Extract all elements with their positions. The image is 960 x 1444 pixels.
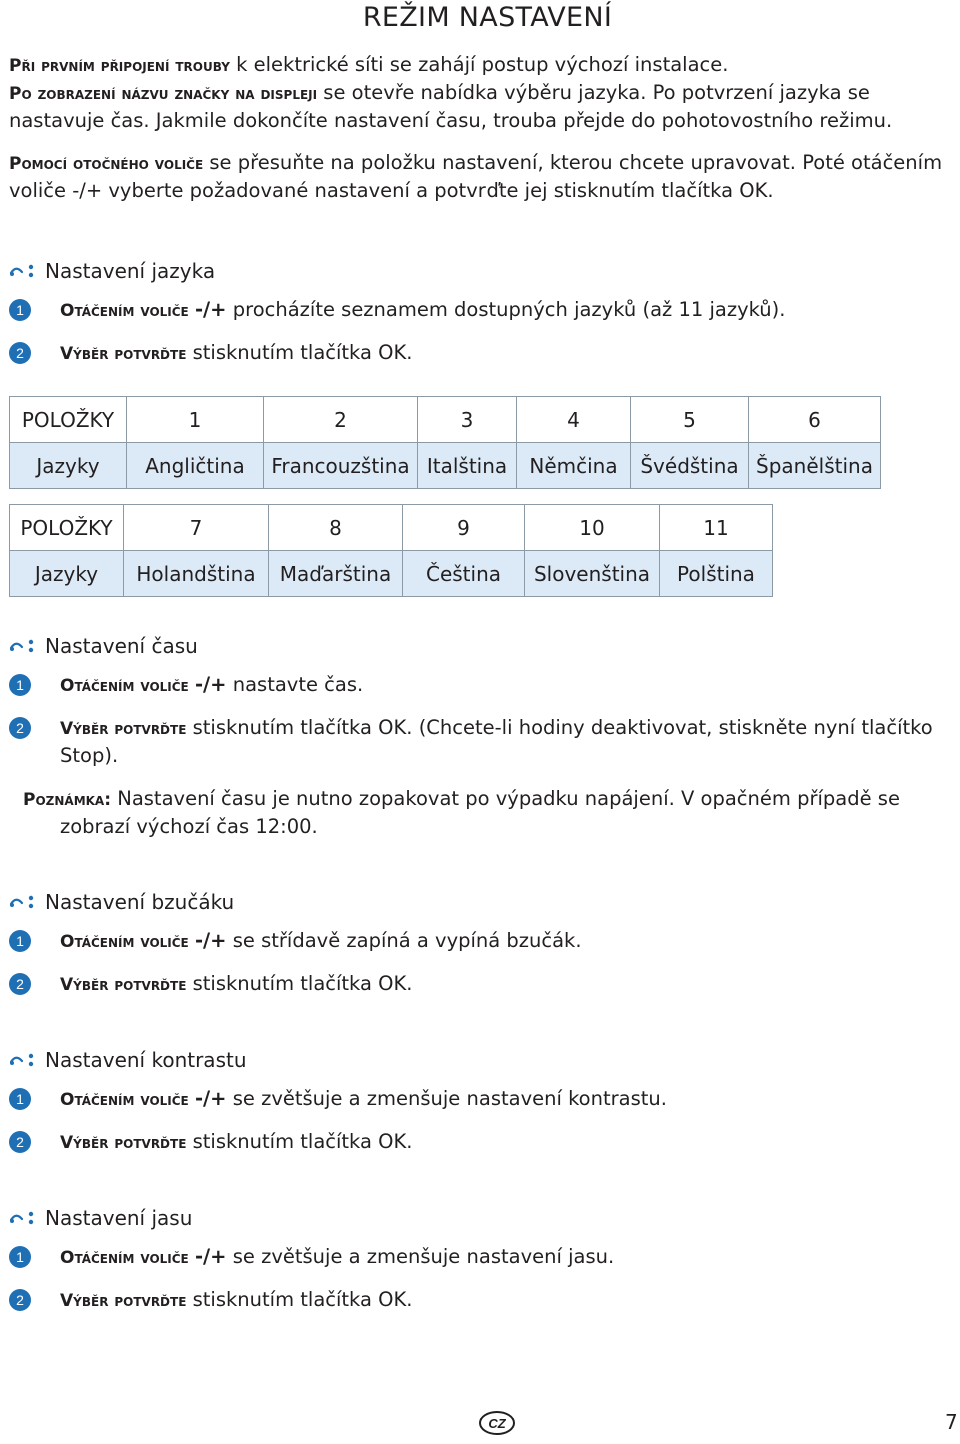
step-1-badge xyxy=(9,1088,31,1110)
section-heading-time xyxy=(9,632,198,660)
svg-text:2: 2 xyxy=(16,1292,24,1308)
table-cell: 9 xyxy=(403,505,525,551)
table-cell: 8 xyxy=(269,505,403,551)
confirm-text: stisknutím tlačítka OK. xyxy=(192,1130,413,1153)
wrench-icon xyxy=(9,638,37,654)
intro-line-3: nastavuje čas. Jakmile dokončíte nastavení času, trouba přejde do pohotovostního režimu. xyxy=(9,109,893,132)
svg-text:2: 2 xyxy=(16,976,24,992)
turn-caps: Otáčením voliče xyxy=(60,1248,189,1268)
page-title: REŽIM NASTAVENÍ xyxy=(362,2,613,33)
language-table-2 xyxy=(9,504,773,597)
wrench-icon xyxy=(9,1052,37,1068)
table-cell: Čeština xyxy=(403,551,525,597)
intro-text-4: se přesuňte na položku nastavení, kterou chcete upravovat. Poté otáčením xyxy=(209,151,943,174)
table-cell: Francouzština xyxy=(264,443,418,489)
intro-text-1: k elektrické síti se zahájí postup výchozí instalace. xyxy=(236,53,729,76)
wrench-icon xyxy=(9,1210,37,1226)
step-1-badge xyxy=(9,674,31,696)
note-text: Nastavení času je nutno zopakovat po výpadku napájení. V opačném případě se xyxy=(117,787,900,810)
table-cell: 5 xyxy=(631,397,749,443)
section-heading-language-label: Nastavení jazyka xyxy=(45,259,216,283)
time-step-2-extra: (Chcete-li hodiny deaktivovat, stiskněte nyní tlačítko xyxy=(418,716,933,739)
section-heading-contrast-label: Nastavení kontrastu xyxy=(45,1048,247,1072)
section-heading-time-label: Nastavení času xyxy=(45,634,198,658)
table-cell: Jazyky xyxy=(10,551,124,597)
table-cell: Švédština xyxy=(631,443,749,489)
table-cell: 11 xyxy=(660,505,773,551)
intro-caps-4: Pomocí otočného voliče xyxy=(9,154,204,174)
step-1-badge xyxy=(9,930,31,952)
table-row xyxy=(10,443,881,489)
step-2-badge xyxy=(9,1289,31,1311)
table-cell: POLOŽKY xyxy=(10,505,124,551)
time-step-2-cont: Stop). xyxy=(60,744,119,767)
confirm-text: stisknutím tlačítka OK. xyxy=(192,972,413,995)
table-cell: 6 xyxy=(749,397,881,443)
turn-caps: Otáčením voliče xyxy=(60,676,189,696)
section-heading-buzzer xyxy=(9,888,234,916)
note-line-1 xyxy=(23,785,960,814)
table-cell: Maďarština xyxy=(269,551,403,597)
confirm-text: stisknutím tlačítka OK. xyxy=(192,341,413,364)
table-cell: Slovenština xyxy=(525,551,660,597)
step-1-badge xyxy=(9,1246,31,1268)
table-header-row xyxy=(10,397,881,443)
table-cell: 1 xyxy=(127,397,264,443)
turn-symbol: -/+ xyxy=(194,1087,227,1110)
svg-text:2: 2 xyxy=(16,345,24,361)
buzzer-step-1-text: se střídavě zapíná a vypíná bzučák. xyxy=(232,929,582,952)
step-2-badge xyxy=(9,342,31,364)
contrast-step-1-text: se zvětšuje a zmenšuje nastavení kontrastu. xyxy=(232,1087,667,1110)
country-code-badge xyxy=(478,1410,516,1436)
table-cell: 4 xyxy=(517,397,631,443)
language-step-1-text: procházíte seznamem dostupných jazyků (až 11 jazyků). xyxy=(232,298,786,321)
intro-text-2: se otevře nabídka výběru jazyka. Po potvrzení jazyka se xyxy=(323,81,870,104)
table-row xyxy=(10,551,773,597)
table-cell: Polština xyxy=(660,551,773,597)
language-table-1 xyxy=(9,396,881,489)
svg-text:1: 1 xyxy=(16,302,24,318)
table-cell: 2 xyxy=(264,397,418,443)
table-cell: Italština xyxy=(418,443,517,489)
table-cell: Angličtina xyxy=(127,443,264,489)
turn-caps: Otáčením voliče xyxy=(60,301,189,321)
country-code: CZ xyxy=(488,1416,506,1431)
table-cell: Němčina xyxy=(517,443,631,489)
step-2-badge xyxy=(9,717,31,739)
table-header-row xyxy=(10,505,773,551)
confirm-text: stisknutím tlačítka OK. xyxy=(192,1288,413,1311)
intro-line-5: voliče -/+ vyberte požadované nastavení a potvrďte jej stisknutím tlačítka OK. xyxy=(9,179,774,202)
wrench-icon xyxy=(9,263,37,279)
turn-caps: Otáčením voliče xyxy=(60,1090,189,1110)
intro-line-1 xyxy=(9,51,954,80)
turn-symbol: -/+ xyxy=(194,298,227,321)
step-2-badge xyxy=(9,973,31,995)
note-line-2: zobrazí výchozí čas 12:00. xyxy=(60,815,318,838)
select-caps: Výběr potvrďte xyxy=(60,975,187,995)
section-heading-brightness-label: Nastavení jasu xyxy=(45,1206,193,1230)
table-cell: 10 xyxy=(525,505,660,551)
brightness-step-1-text: se zvětšuje a zmenšuje nastavení jasu. xyxy=(232,1245,615,1268)
intro-caps-2: Po zobrazení názvu značky na displeji xyxy=(9,84,318,104)
turn-symbol: -/+ xyxy=(194,1245,227,1268)
select-caps: Výběr potvrďte xyxy=(60,1133,187,1153)
svg-text:1: 1 xyxy=(16,1091,24,1107)
svg-text:1: 1 xyxy=(16,677,24,693)
table-cell: Jazyky xyxy=(10,443,127,489)
section-heading-language xyxy=(9,257,215,285)
step-2-badge xyxy=(9,1131,31,1153)
turn-caps: Otáčením voliče xyxy=(60,932,189,952)
intro-caps-1: Při prvním připojení trouby xyxy=(9,56,230,76)
time-step-1-text: nastavte čas. xyxy=(232,673,364,696)
table-cell: Holandština xyxy=(124,551,269,597)
section-heading-buzzer-label: Nastavení bzučáku xyxy=(45,890,235,914)
step-1-badge xyxy=(9,299,31,321)
turn-symbol: -/+ xyxy=(194,929,227,952)
note-caps: Poznámka: xyxy=(23,790,112,810)
select-caps: Výběr potvrďte xyxy=(60,344,187,364)
svg-text:2: 2 xyxy=(16,1134,24,1150)
table-cell: 7 xyxy=(124,505,269,551)
section-heading-brightness xyxy=(9,1204,192,1232)
page-number: 7 xyxy=(945,1410,958,1434)
confirm-text: stisknutím tlačítka OK. xyxy=(192,716,413,739)
select-caps: Výběr potvrďte xyxy=(60,1291,187,1311)
svg-text:1: 1 xyxy=(16,1249,24,1265)
turn-symbol: -/+ xyxy=(194,673,227,696)
svg-text:2: 2 xyxy=(16,720,24,736)
wrench-icon xyxy=(9,894,37,910)
intro-line-2 xyxy=(9,79,954,108)
table-cell: Španělština xyxy=(749,443,881,489)
intro-line-4 xyxy=(9,149,954,178)
section-heading-contrast xyxy=(9,1046,247,1074)
table-cell: POLOŽKY xyxy=(10,397,127,443)
select-caps: Výběr potvrďte xyxy=(60,719,187,739)
svg-text:1: 1 xyxy=(16,933,24,949)
table-cell: 3 xyxy=(418,397,517,443)
